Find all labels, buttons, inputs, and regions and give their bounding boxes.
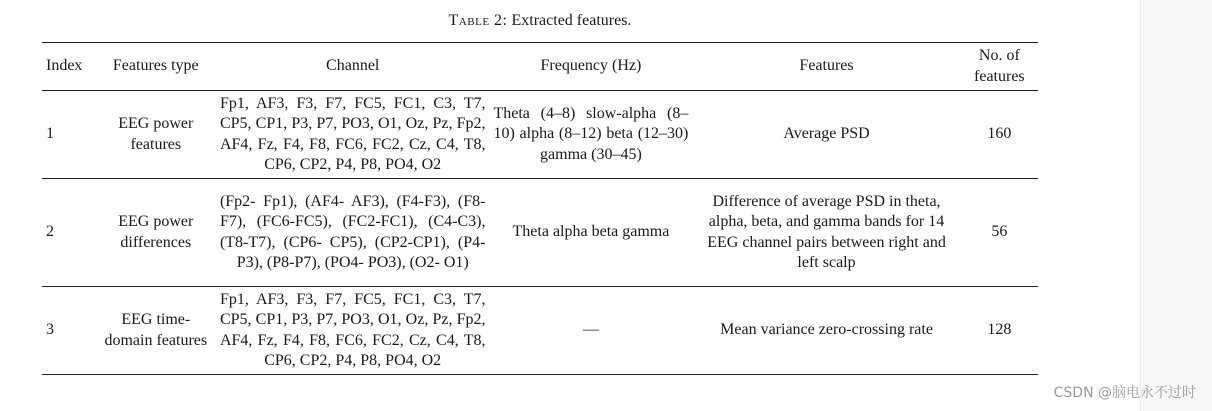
cell-index: 3 xyxy=(46,321,54,339)
header-row xyxy=(42,43,1038,91)
cell-features-type: EEG power features xyxy=(118,115,194,153)
cell-channel: Fp1, AF3, F3, F7, FC5, FC1, C3, T7, CP5, CP1, P3, P7, PO3, O1, Oz, Pz, Fp2, AF4, Fz, F4, F8, FC6, FC2, Cz, C4, T8, CP6, CP2, P4, P8, PO4, O2 xyxy=(219,290,486,369)
cell-features: Mean variance zero-crossing rate xyxy=(720,321,933,339)
cell-features-type: EEG time-domain features xyxy=(104,311,208,349)
header-frequency: Frequency (Hz) xyxy=(540,57,642,75)
cell-index: 1 xyxy=(46,125,54,143)
table-row xyxy=(42,287,1038,375)
header-index: Index xyxy=(46,57,83,75)
table-caption xyxy=(42,10,1038,32)
cell-count: 128 xyxy=(987,321,1012,339)
header-count: No. of features xyxy=(974,47,1025,85)
cell-channel: Fp1, AF3, F3, F7, FC5, FC1, C3, T7, CP5, CP1, P3, P7, PO3, O1, Oz, Pz, Fp2, AF4, Fz, F4, F8, FC6, FC2, Cz, C4, T8, CP6, CP2, P4, P8, PO4, O2 xyxy=(219,94,486,173)
cell-features-type: EEG power differences xyxy=(118,213,194,251)
cell-channel: (Fp2- Fp1), (AF4- AF3), (F4-F3), (F8-F7), (FC6-FC5), (FC2-FC1), (C4-C3), (T8-T7), (CP6- CP5), (CP2-CP1), (P4- P3), (P8-P7), (PO4- PO3), (O2- O1) xyxy=(219,192,486,271)
cell-count: 56 xyxy=(991,223,1008,241)
side-panel-strip xyxy=(1140,0,1212,411)
header-channel: Channel xyxy=(326,57,380,75)
cell-frequency: Theta alpha beta gamma xyxy=(512,223,670,241)
header-features-type: Features type xyxy=(112,57,199,75)
cell-features: Difference of average PSD in theta, alpha, beta, and gamma bands for 14 EEG channel pairs between right and left scalp xyxy=(707,192,946,271)
header-features: Features xyxy=(799,57,854,75)
caption-label: Table 2: xyxy=(448,12,508,29)
features-table xyxy=(42,42,1038,375)
cell-frequency: — xyxy=(582,321,599,339)
table-row xyxy=(42,91,1038,179)
cell-index: 2 xyxy=(46,223,54,241)
table-header xyxy=(42,43,1038,91)
table-row xyxy=(42,179,1038,287)
cell-features: Average PSD xyxy=(783,125,870,143)
caption-text: Extracted features. xyxy=(511,12,632,29)
watermark-text: CSDN @脑电永不过时 xyxy=(1053,385,1196,401)
table-body xyxy=(42,91,1038,375)
cell-frequency: Theta (4–8) slow-alpha (8–10) alpha (8–12) beta (12–30) gamma (30–45) xyxy=(493,104,689,163)
cell-count: 160 xyxy=(987,125,1012,143)
